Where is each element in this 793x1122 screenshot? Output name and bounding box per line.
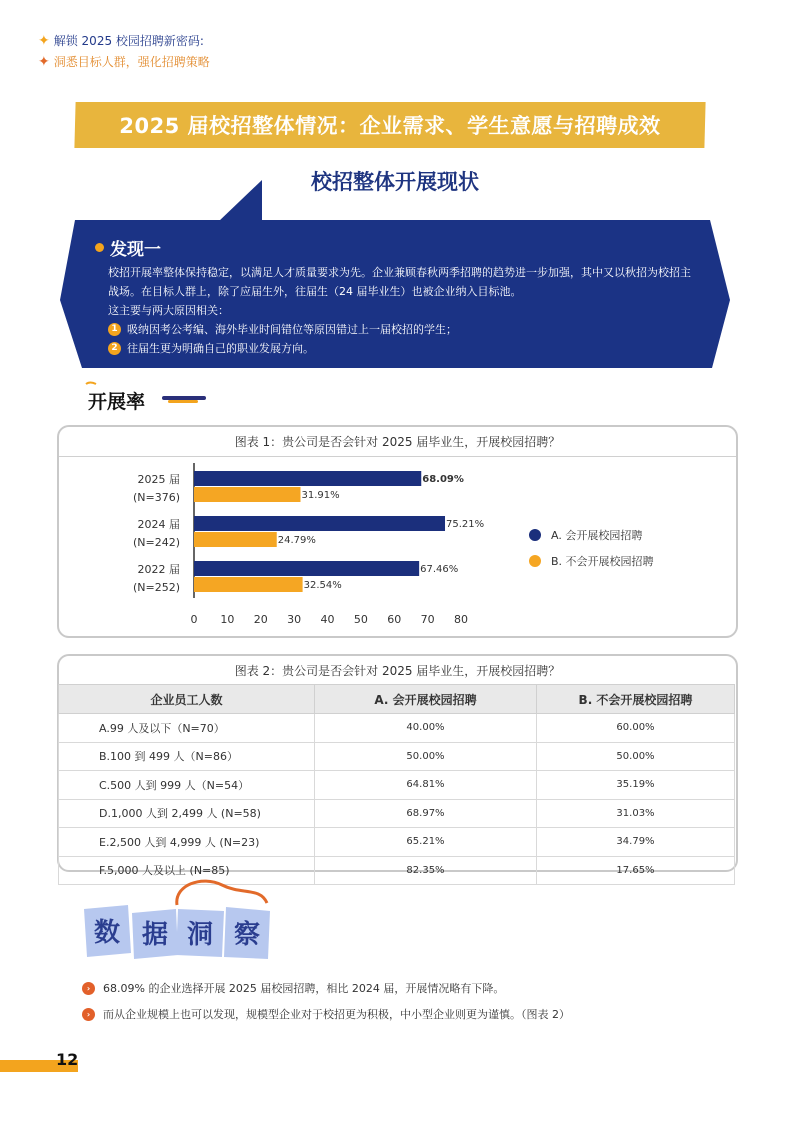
table-row	[59, 771, 735, 800]
swirl-decoration	[177, 881, 267, 905]
chart-legend-marker	[529, 555, 541, 567]
table-cell: 31.03%	[537, 799, 735, 828]
chart-legend-label: A. 会开展校园招聘	[551, 529, 643, 542]
insight-title-graphic	[82, 877, 302, 972]
finding-reason-text: 往届生更为明确自己的职业发展方向。	[127, 342, 314, 355]
table-header: B. 不会开展校园招聘	[537, 685, 735, 714]
table-cell: 17.65%	[537, 856, 735, 885]
table-cell: 50.00%	[537, 742, 735, 771]
table-header: A. 会开展校园招聘	[315, 685, 537, 714]
svg-text:据: 据	[141, 920, 169, 950]
header-text-2: 洞悉目标人群，强化招聘策略	[53, 55, 210, 69]
number-badge: 2	[108, 342, 121, 355]
table-row	[59, 714, 735, 743]
chart-category-label: (N=242)	[132, 536, 180, 549]
chart-x-tick-label: 10	[220, 613, 235, 626]
table-cell: 82.35%	[315, 856, 537, 885]
table-caption: 图表 2：贵公司是否会针对 2025 届毕业生，开展校园招聘？	[234, 664, 561, 678]
banner-title: 2025 届校招整体情况：企业需求、学生意愿与招聘成效	[119, 114, 661, 138]
table-cell: 50.00%	[315, 742, 537, 771]
chart-category-label: (N=376)	[132, 491, 180, 504]
insight-text: 而从企业规模上也可以发现，规模型企业对于校招更为积极，中小型企业则更为谨慎。（图表 2）	[103, 1008, 570, 1021]
table-cell: 34.79%	[537, 828, 735, 857]
finding-reason-item	[108, 320, 693, 339]
finding-reason-text: 吸纳因考公考编、海外毕业时间错位等原因错过上一届校招的学生；	[127, 323, 457, 336]
sparkle-icon: ✦	[38, 32, 50, 49]
chart-legend-label: B. 不会开展校园招聘	[551, 555, 654, 568]
finding-body	[108, 263, 693, 358]
chart-category-label: 2025 届	[137, 473, 180, 486]
table-cell: D.1,000 人到 2,499 人 (N=58)	[59, 799, 315, 828]
table-cell: C.500 人到 999 人（N=54）	[59, 771, 315, 800]
chart-x-tick-label: 40	[320, 613, 335, 626]
table-cell: B.100 到 499 人（N=86）	[59, 742, 315, 771]
table-cell: 68.97%	[315, 799, 537, 828]
table-cell: E.2,500 人到 4,999 人 (N=23)	[59, 828, 315, 857]
page-number: 12	[56, 1050, 79, 1069]
insight-tile	[84, 905, 131, 957]
chart-legend-marker	[529, 529, 541, 541]
insights-list	[82, 975, 570, 1027]
chart-data-label: 24.79%	[277, 535, 316, 546]
table-cell: F.5,000 人及以上 (N=85)	[59, 856, 315, 885]
chart-bar	[194, 471, 421, 486]
finding-reason-item	[108, 339, 693, 358]
chart-x-tick-label: 60	[387, 613, 402, 626]
chart1-plot	[57, 455, 734, 635]
insight-tile	[132, 909, 178, 959]
table-cell: 40.00%	[315, 714, 537, 743]
chart-data-label: 68.09%	[422, 474, 464, 485]
insight-tile	[224, 907, 270, 959]
chart-data-label: 67.46%	[420, 564, 459, 575]
chart-x-tick-label: 80	[454, 613, 468, 626]
table-cell: A.99 人及以下（N=70）	[59, 714, 315, 743]
table-cell: 65.21%	[315, 828, 537, 857]
table-cell: 60.00%	[537, 714, 735, 743]
arrow-right-icon: ›	[82, 982, 95, 995]
svg-text:察: 察	[233, 920, 261, 950]
chart-category-label: 2024 届	[137, 518, 180, 531]
insight-tile	[176, 909, 224, 957]
table-cell: 64.81%	[315, 771, 537, 800]
table-header-row	[59, 685, 735, 714]
table-row	[59, 828, 735, 857]
finding-paragraph: 校招开展率整体保持稳定，以满足人才质量要求为先。企业兼顾春秋两季招聘的趋势进一步加强，其中又以秋招为校招主战场。在目标人群上，除了应届生外，往届生（24 届毕业生）也被企业纳入目标池。	[108, 266, 691, 298]
chart-data-label: 31.91%	[301, 490, 340, 501]
section-heading: 开展率	[88, 391, 146, 413]
svg-text:数: 数	[93, 918, 121, 948]
chart-data-label: 32.54%	[303, 580, 342, 591]
chart-x-tick-label: 30	[287, 613, 302, 626]
table-header: 企业员工人数	[59, 685, 315, 714]
sparkle-icon: ✦	[38, 53, 50, 70]
insight-text: 68.09% 的企业选择开展 2025 届校园招聘，相比 2024 届，开展情况略有下降。	[103, 982, 505, 995]
table-row	[59, 799, 735, 828]
finding-reason-intro: 这主要与两大原因相关：	[108, 304, 229, 317]
company-size-table	[58, 684, 735, 885]
chart-x-tick-label: 50	[353, 613, 368, 626]
chart-bar	[194, 577, 303, 592]
chart1-caption: 图表 1：贵公司是否会针对 2025 届毕业生，开展校园招聘？	[234, 435, 561, 449]
chart-x-tick-label: 70	[420, 613, 435, 626]
chart-bar	[194, 561, 419, 576]
chart-category-label: (N=252)	[132, 581, 180, 594]
finding-title-text: 发现一	[110, 240, 161, 260]
table-row	[59, 742, 735, 771]
section-subtitle: 校招整体开展现状	[311, 170, 479, 194]
header-text-1: 解锁 2025 校园招聘新密码:	[53, 34, 204, 48]
chart-bar	[194, 532, 277, 547]
insight-item	[82, 1001, 570, 1027]
chart-bar	[194, 516, 445, 531]
chart-data-label: 75.21%	[446, 519, 485, 530]
arrow-right-icon: ›	[82, 1008, 95, 1021]
chart-x-tick-label: 20	[253, 613, 268, 626]
finding-heading	[95, 235, 161, 260]
chart-bar	[194, 487, 300, 502]
chart-x-tick-label: 0	[190, 613, 198, 626]
insight-item	[82, 975, 570, 1001]
bullet-dot-icon	[95, 243, 104, 252]
svg-text:洞: 洞	[186, 920, 214, 950]
number-badge: 1	[108, 323, 121, 336]
table-cell: 35.19%	[537, 771, 735, 800]
chart-category-label: 2022 届	[137, 563, 180, 576]
